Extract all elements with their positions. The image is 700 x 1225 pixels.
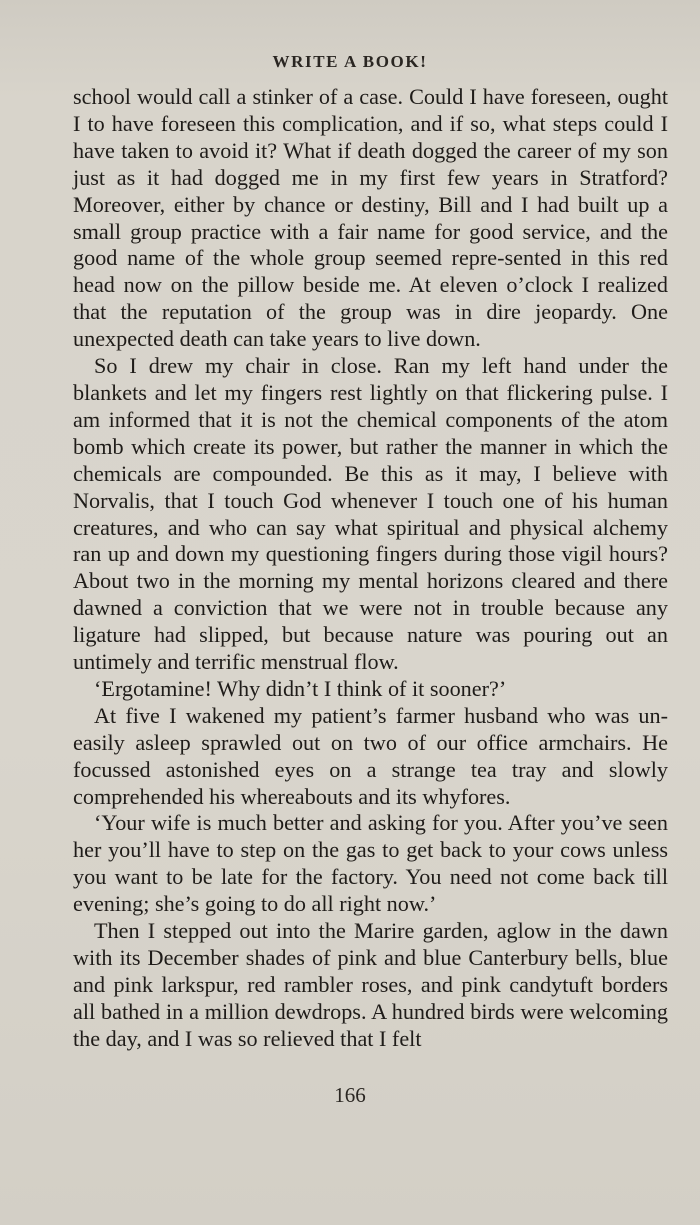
paragraph-2: So I drew my chair in close. Ran my left hand under the blankets and let my fingers rest lightly on that flickering pulse. I am informed that it is not the chemical components of the atom bomb which create its power, but rather the manner in which the chemicals are compounded. Be this as it may, I believe with Norvalis, that I touch God whenever I touch one of his human creatures, and who can say what spiritual and physical alchemy ran up and down my questioning fingers during those vigil hours? About two in the morning my mental horizons cleared and there dawned a conviction that we were not in trouble because any ligature had slipped, but because nature was pouring out an untimely and terrific menstrual flow.: [73, 353, 668, 675]
paragraph-1: school would call a stinker of a case. Could I have foreseen, ought I to have foreseen this complication, and if so, what steps could I have taken to avoid it? What if death dogged the career of my son just as it had dogged me in my first few years in Stratford? Moreover, either by chance or destiny, Bill and I had built up a small group practice with a fair name for good service, and the good name of the whole group seemed repre-sented in this red head now on the pillow beside me. At eleven o’clock I realized that the reputation of the group was in dire jeopardy. One unexpected death can take years to live down.: [73, 84, 668, 352]
running-head: WRITE A BOOK!: [272, 52, 428, 71]
body-text: [73, 84, 668, 1053]
paragraph-5: ‘Your wife is much better and asking for you. After you’ve seen her you’ll have to step on the gas to get back to your cows unless you want to be late for the factory. You need not come back till evening; she’s going to do all right now.’: [73, 810, 668, 917]
page-number: 166: [334, 1083, 366, 1107]
paragraph-4: At five I wakened my patient’s farmer husband who was un-easily asleep sprawled out on two of our office armchairs. He focussed astonished eyes on a strange tea tray and slowly comprehended his whereabouts and its whyfores.: [73, 702, 668, 809]
paragraph-3: ‘Ergotamine! Why didn’t I think of it sooner?’: [94, 675, 507, 701]
paragraph-6: Then I stepped out into the Marire garden, aglow in the dawn with its December shades of pink and blue Canterbury bells, blue and pink larkspur, red rambler roses, and pink candytuft borders all bathed in a million dewdrops. A hundred birds were welcoming the day, and I was so relieved that I felt: [73, 918, 668, 1051]
